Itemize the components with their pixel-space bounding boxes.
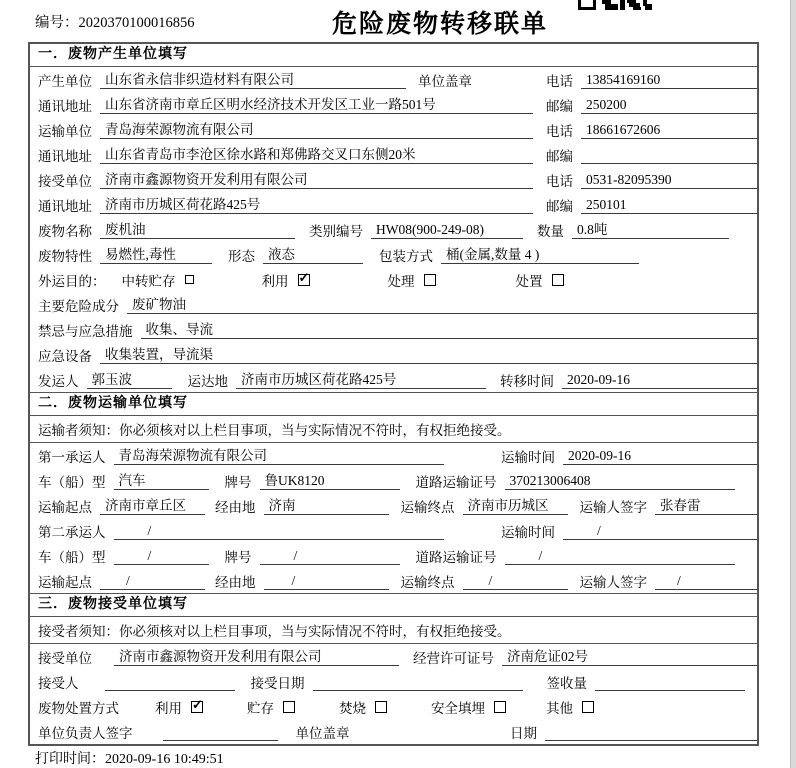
phone-group	[546, 70, 757, 90]
transport-time-label: 运输时间	[501, 449, 555, 465]
option-label: 利用	[261, 273, 289, 289]
taboo-value: 收集、导流	[141, 320, 758, 339]
trait-label: 废物特性	[38, 248, 92, 264]
receive-unit-label: 接受单位	[38, 650, 92, 666]
package-label: 包装方式	[379, 248, 433, 264]
zip-value	[581, 145, 757, 164]
transport-unit-label: 运输单位	[38, 123, 92, 139]
row-waste-name	[30, 217, 757, 242]
option-store	[247, 697, 295, 717]
zip-value: 250101	[581, 195, 757, 214]
row-shipper	[30, 367, 757, 392]
row-first-route	[30, 493, 757, 518]
page-title: 危险废物转移联单	[332, 11, 549, 38]
row-waste-trait	[30, 242, 757, 267]
receive-unit-label: 接受单位	[38, 173, 92, 189]
phone-label: 电话	[546, 73, 573, 89]
option-label: 处理	[387, 273, 415, 289]
carrier1-value: 青岛海荣源物流有限公司	[114, 446, 444, 465]
produce-unit-label: 产生单位	[38, 73, 92, 89]
sign-quantity-value	[595, 672, 745, 691]
transport-time-group	[501, 521, 757, 541]
receive-date-label: 接受日期	[250, 675, 305, 691]
zip-group	[546, 145, 757, 165]
row-second-vehicle	[30, 543, 757, 568]
produce-unit-value: 山东省永信非织造材料有限公司	[100, 70, 406, 89]
taboo-label: 禁忌与应急措施	[38, 323, 133, 339]
transport-time-label: 运输时间	[501, 524, 555, 540]
row-second-route	[30, 568, 757, 593]
option-transfer-storage	[122, 270, 194, 290]
package-value: 桶(金属,数量 4 )	[441, 245, 639, 264]
option-label: 利用	[155, 700, 182, 716]
phone-value: 13854169160	[581, 70, 757, 89]
print-time-value: 2020-09-16 10:49:51	[105, 752, 224, 767]
plate-label: 牌号	[224, 549, 252, 565]
receive-date-value	[313, 672, 523, 691]
row-emergency-measures	[30, 317, 757, 342]
shipper-value: 郭玉波	[87, 370, 172, 389]
hazard-value: 废矿物油	[127, 295, 757, 314]
equipment-label: 应急设备	[38, 348, 92, 364]
zip-group	[546, 95, 757, 115]
zip-label: 邮编	[546, 198, 573, 214]
endpoint-value: /	[463, 571, 568, 590]
via-label: 经由地	[215, 574, 256, 590]
checkbox-dispose	[552, 274, 564, 286]
endpoint-label: 运输终点	[400, 499, 455, 515]
doc-number-label: 编号：	[35, 15, 79, 31]
section2-header: 二．废物运输单位填写	[30, 392, 757, 416]
print-time-label: 打印时间：	[35, 752, 105, 767]
section3-header: 三．废物接受单位填写	[30, 593, 757, 617]
row-transporter-address	[30, 142, 757, 167]
address-label: 通讯地址	[38, 98, 92, 114]
transport-unit-value: 青岛海荣源物流有限公司	[100, 120, 533, 139]
carrier1-label: 第一承运人	[38, 449, 106, 465]
destination-value: 济南市历城区荷花路425号	[236, 370, 486, 389]
carrier-sign-value: 张春雷	[655, 496, 757, 515]
category-value: HW08(900-249-08)	[371, 220, 523, 239]
phone-value: 0531-82095390	[581, 170, 757, 189]
checkbox-store	[283, 701, 295, 713]
carrier-sign-label: 运输人签字	[579, 499, 647, 515]
receiver-label: 接受人	[38, 675, 79, 691]
option-dispose	[516, 270, 564, 290]
section1-header: 一．废物产生单位填写	[30, 44, 757, 67]
transfer-form	[28, 42, 759, 746]
vehicle-type-value: 汽车	[114, 471, 209, 490]
option-treat	[388, 270, 436, 290]
origin-value: 济南市章丘区	[100, 496, 205, 515]
checkbox-landfill	[494, 701, 506, 713]
responsible-sign-value	[163, 722, 278, 741]
via-value: 济南	[264, 496, 389, 515]
endpoint-label: 运输终点	[400, 574, 455, 590]
unit-seal-label: 单位盖章	[295, 725, 350, 741]
via-label: 经由地	[215, 499, 256, 515]
row-emergency-equipment	[30, 342, 757, 367]
road-license-value: 370213006408	[505, 471, 736, 490]
quantity-value: 0.8吨	[572, 220, 729, 239]
destination-label: 运达地	[187, 373, 228, 389]
carrier-sign-value: /	[655, 571, 757, 590]
row-first-carrier	[30, 443, 757, 468]
checkbox-utilize	[298, 274, 310, 286]
checkbox-utilize-2	[191, 701, 203, 713]
address-label: 通讯地址	[38, 148, 92, 164]
receiver-value	[105, 672, 235, 691]
vehicle-type-label: 车（船）型	[38, 549, 106, 565]
sign-quantity-label: 签收量	[546, 675, 587, 691]
road-license-value: /	[505, 546, 736, 565]
doc-number-value: 2020370100016856	[78, 15, 195, 31]
road-license-label: 道路运输证号	[415, 549, 497, 565]
row-transfer-purpose	[30, 267, 757, 292]
option-label: 贮存	[247, 700, 274, 716]
waste-name-label: 废物名称	[38, 223, 92, 239]
carrier2-value: /	[114, 521, 444, 540]
date-label: 日期	[510, 725, 537, 741]
phone-value: 18661672606	[581, 120, 757, 139]
plate-label: 牌号	[224, 474, 252, 490]
license-label: 经营许可证号	[413, 650, 494, 666]
row-disposal-method	[30, 694, 757, 719]
row-second-carrier	[30, 518, 757, 543]
window-right-edge	[790, 0, 796, 768]
waste-name-value: 废机油	[100, 220, 295, 239]
zip-value: 250200	[581, 95, 757, 114]
origin-label: 运输起点	[38, 499, 92, 515]
vehicle-type-value: /	[114, 546, 209, 565]
checkbox-other	[582, 701, 594, 713]
category-label: 类别编号	[309, 223, 363, 239]
quantity-label: 数量	[537, 223, 564, 239]
date-value	[545, 722, 757, 741]
responsible-sign-label: 单位负责人签字	[38, 725, 133, 741]
transport-time-value: /	[563, 521, 757, 540]
equipment-value: 收集装置，导流渠	[100, 345, 757, 364]
phone-group	[546, 170, 757, 190]
trait-value: 易燃性,毒性	[100, 245, 212, 264]
row-produce-unit	[30, 67, 757, 92]
unit-seal-label: 单位盖章	[418, 73, 472, 89]
via-value: /	[264, 571, 389, 590]
doc-number	[35, 11, 195, 32]
vehicle-type-label: 车（船）型	[38, 474, 106, 490]
zip-label: 邮编	[546, 148, 573, 164]
transport-time-group	[501, 446, 757, 466]
origin-value: /	[100, 571, 205, 590]
option-utilize	[262, 270, 310, 290]
option-incinerate	[339, 697, 387, 717]
receiver-address-value: 济南市历城区荷花路425号	[100, 195, 533, 214]
row-transport-unit	[30, 117, 757, 142]
row-hazard-component	[30, 292, 757, 317]
row-producer-address	[30, 92, 757, 117]
zip-group	[546, 195, 757, 215]
option-utilize	[155, 697, 203, 717]
license-value: 济南危证02号	[502, 647, 757, 666]
plate-value: 鲁UK8120	[260, 471, 400, 490]
row-responsible-sign	[30, 719, 757, 744]
row-receive-unit-license	[30, 644, 757, 669]
hazard-label: 主要危险成分	[38, 298, 119, 314]
row-receiver-info	[30, 669, 757, 694]
row-receive-unit	[30, 167, 757, 192]
print-time	[35, 748, 224, 768]
option-landfill	[431, 697, 506, 717]
transfer-time-value: 2020-09-16	[562, 370, 757, 389]
endpoint-value: 济南市历城区	[463, 496, 568, 515]
option-label: 安全填埋	[431, 700, 485, 716]
form-value: 液态	[263, 245, 363, 264]
plate-value: /	[260, 546, 400, 565]
origin-label: 运输起点	[38, 574, 92, 590]
receive-unit-value: 济南市鑫源物资开发利用有限公司	[114, 647, 399, 666]
checkbox-transfer-storage	[185, 275, 194, 284]
phone-group	[546, 120, 757, 140]
phone-label: 电话	[546, 123, 573, 139]
transporter-address-value: 山东省青岛市李沧区徐水路和郑佛路交叉口东侧20米	[100, 145, 533, 164]
transfer-time-label: 转移时间	[500, 373, 554, 389]
option-other	[546, 697, 594, 717]
producer-address-value: 山东省济南市章丘区明水经济技术开发区工业一路501号	[100, 95, 533, 114]
transport-time-value: 2020-09-16	[563, 446, 757, 465]
option-label: 中转贮存	[121, 273, 176, 289]
checkbox-incinerate	[375, 701, 387, 713]
option-label: 其他	[546, 700, 573, 716]
carrier-sign-label: 运输人签字	[579, 574, 647, 590]
road-license-label: 道路运输证号	[415, 474, 497, 490]
row-receiver-address	[30, 192, 757, 217]
option-label: 焚烧	[339, 700, 366, 716]
address-label: 通讯地址	[38, 198, 92, 214]
date-group	[510, 722, 757, 742]
disposal-method-label: 废物处置方式	[38, 700, 119, 716]
checkbox-treat	[424, 274, 436, 286]
row-first-vehicle	[30, 468, 757, 493]
receive-unit-value: 济南市鑫源物资开发利用有限公司	[100, 170, 533, 189]
shipper-label: 发运人	[38, 373, 79, 389]
phone-label: 电话	[546, 173, 573, 189]
row-receive-notice: 接受者须知：你必须核对以上栏目事项，当与实际情况不符时，有权拒绝接受。	[30, 617, 757, 644]
purpose-label: 外运目的：	[38, 273, 106, 289]
zip-label: 邮编	[546, 98, 573, 114]
row-transport-notice: 运输者须知：你必须核对以上栏目事项，当与实际情况不符时，有权拒绝接受。	[30, 416, 757, 443]
option-label: 处置	[515, 273, 543, 289]
qr-code-icon	[578, 0, 652, 10]
carrier2-label: 第二承运人	[38, 524, 106, 540]
form-label: 形态	[228, 248, 255, 264]
